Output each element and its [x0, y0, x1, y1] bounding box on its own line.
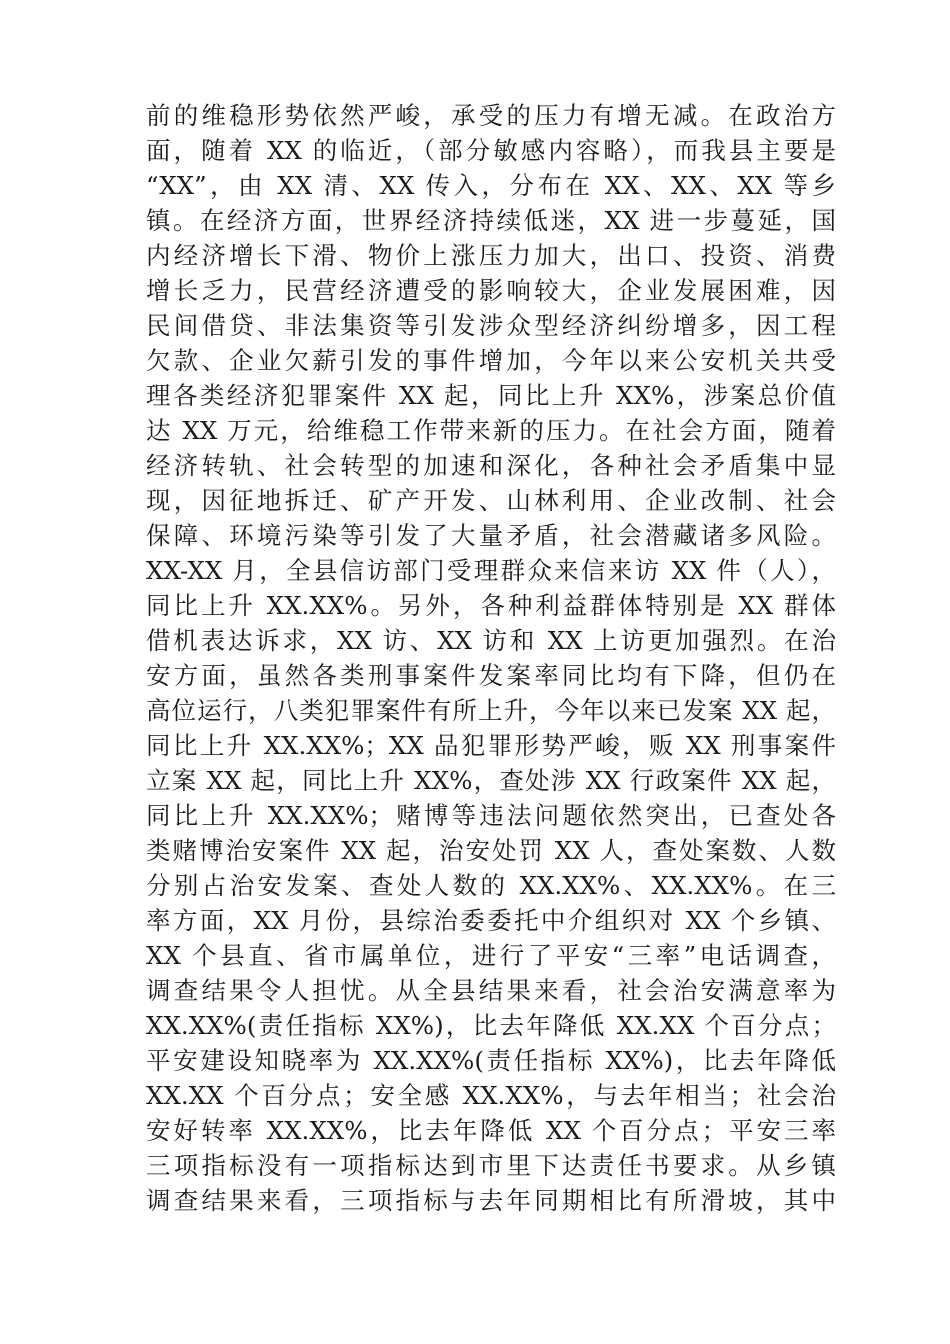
text-line: 内经济增长下滑、物价上涨压力加大，出口、投资、消费	[146, 241, 836, 270]
body-text	[146, 98, 836, 1218]
text-line: 调查结果来看，三项指标与去年同期相比有所滑坡，其中	[146, 1186, 836, 1215]
text-line: 增长乏力，民营经济遭受的影响较大，企业发展困难，因	[146, 276, 836, 305]
text-line: XX.XX%(责任指标 XX%)，比去年降低 XX.XX 个百分点；	[146, 1011, 836, 1040]
text-line: 分别占治安发案、查处人数的 XX.XX%、XX.XX%。在三	[146, 871, 836, 900]
text-line: 前的维稳形势依然严峻，承受的压力有增无减。在政治方	[146, 101, 836, 130]
text-line: XX-XX 月，全县信访部门受理群众来信来访 XX 件（人），	[146, 556, 836, 585]
text-line: 现，因征地拆迁、矿产开发、山林利用、企业改制、社会	[146, 486, 836, 515]
text-line: 高位运行，八类犯罪案件有所上升，今年以来已发案 XX 起，	[146, 696, 836, 725]
text-line: 安方面，虽然各类刑事案件发案率同比均有下降，但仍在	[146, 661, 836, 690]
text-line: 保障、环境污染等引发了大量矛盾，社会潜藏诸多风险。	[146, 521, 836, 550]
text-line: 经济转轨、社会转型的加速和深化，各种社会矛盾集中显	[146, 451, 836, 480]
text-line: XX 个县直、省市属单位，进行了平安“三率”电话调查，	[146, 941, 836, 970]
text-line: 理各类经济犯罪案件 XX 起，同比上升 XX%，涉案总价值	[146, 381, 836, 410]
text-line: 民间借贷、非法集资等引发涉众型经济纠纷增多，因工程	[146, 311, 836, 340]
text-line: 三项指标没有一项指标达到市里下达责任书要求。从乡镇	[146, 1151, 836, 1180]
text-line: 安好转率 XX.XX%，比去年降低 XX 个百分点；平安三率	[146, 1116, 836, 1145]
text-line: 率方面，XX 月份，县综治委委托中介组织对 XX 个乡镇、	[146, 906, 836, 935]
text-line: 达 XX 万元，给维稳工作带来新的压力。在社会方面，随着	[146, 416, 836, 445]
text-line: 同比上升 XX.XX%；赌博等违法问题依然突出，已查处各	[146, 801, 836, 830]
text-line: “XX”，由 XX 清、XX 传入，分布在 XX、XX、XX 等乡	[146, 171, 836, 200]
text-line: XX.XX 个百分点；安全感 XX.XX%，与去年相当；社会治	[146, 1081, 836, 1110]
text-line: 调查结果令人担忧。从全县结果来看，社会治安满意率为	[146, 976, 836, 1005]
text-line: 借机表达诉求，XX 访、XX 访和 XX 上访更加强烈。在治	[146, 626, 836, 655]
text-line: 平安建设知晓率为 XX.XX%(责任指标 XX%)，比去年降低	[146, 1046, 836, 1075]
text-line: 同比上升 XX.XX%。另外，各种利益群体特别是 XX 群体	[146, 591, 836, 620]
text-line: 类赌博治安案件 XX 起，治安处罚 XX 人，查处案数、人数	[146, 836, 836, 865]
text-line: 面，随着 XX 的临近，（部分敏感内容略），而我县主要是	[146, 136, 836, 165]
text-line: 立案 XX 起，同比上升 XX%，查处涉 XX 行政案件 XX 起，	[146, 766, 836, 795]
text-line: 欠款、企业欠薪引发的事件增加，今年以来公安机关共受	[146, 346, 836, 375]
text-line: 镇。在经济方面，世界经济持续低迷，XX 进一步蔓延，国	[146, 206, 836, 235]
text-line: 同比上升 XX.XX%；XX 品犯罪形势严峻，贩 XX 刑事案件	[146, 731, 836, 760]
